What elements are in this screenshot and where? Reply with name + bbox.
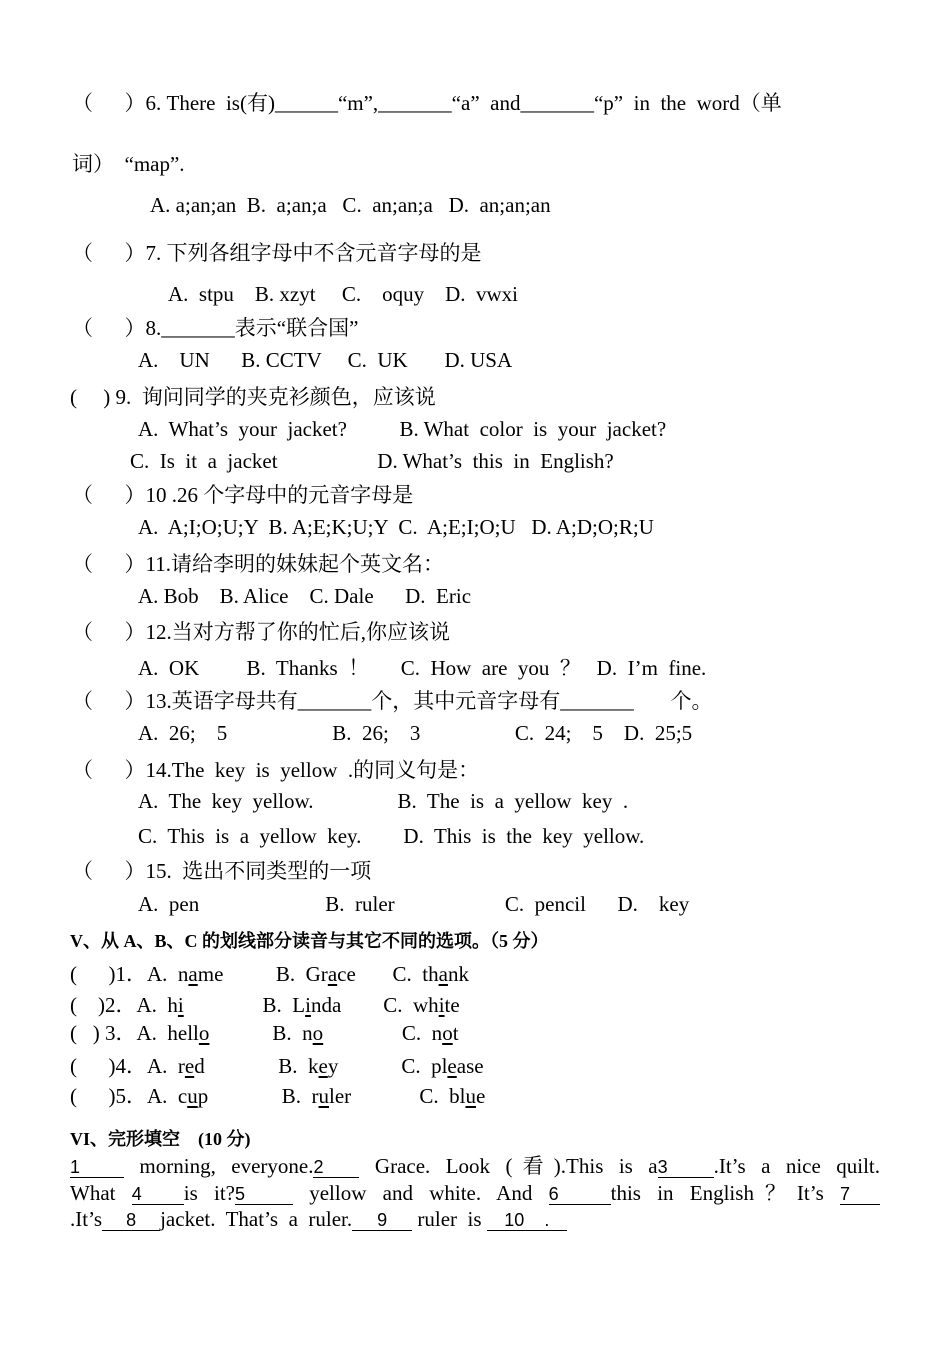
question-14-stem: （ ）14.The key is yellow .的同义句是：: [72, 758, 480, 782]
cloze-blank-5: 5: [235, 1184, 293, 1205]
question-9-options-2: C. Is it a jacket D. What’s this in English?: [130, 449, 614, 473]
question-6-line-1: （ ）6. There is(有)______“m”,_______“a” and_______“p” in the word（单: [72, 91, 782, 115]
section-5-item-4: ( )4．A. red B. key C. please: [70, 1054, 484, 1078]
cloze-blank-4: 4: [132, 1184, 184, 1205]
cloze-blank-2: 2: [313, 1157, 359, 1178]
section-5-item-5: ( )5．A. cup B. ruler C. blue: [70, 1084, 486, 1108]
question-6-options: A. a;an;an B. a;an;a C. an;an;a D. an;an;an: [150, 193, 551, 217]
question-13-options: A. 26; 5 B. 26; 3 C. 24; 5 D. 25;5: [138, 721, 693, 745]
question-14-options: A. The key yellow. B. The is a yellow key .: [138, 789, 629, 813]
question-6-line-2: 词） “map”.: [72, 152, 185, 176]
question-15-options: A. pen B. ruler C. pencil D. key: [138, 892, 690, 916]
question-7-stem: （ ）7. 下列各组字母中不含元音字母的是: [72, 241, 482, 265]
question-11-stem: （ ）11.请给李明的妹妹起个英文名：: [72, 552, 444, 576]
cloze-blank-9: 9: [352, 1210, 412, 1231]
question-10-options: A. A;I;O;U;Y B. A;E;K;U;Y C. A;E;I;O;U D. A;D;O;R;U: [138, 515, 654, 539]
question-9-options: A. What’s your jacket? B. What color is your jacket?: [138, 417, 667, 441]
question-14-options-2: C. This is a yellow key. D. This is the key yellow.: [138, 824, 645, 848]
cloze-line-1: 1 morning, everyone.2 Grace. Look (看).This is a3 .It’s a nice quilt.: [70, 1154, 880, 1178]
cloze-blank-10: 10 .: [487, 1210, 567, 1231]
question-15-stem: （ ）15. 选出不同类型的一项: [72, 859, 372, 883]
cloze-blank-1: 1: [70, 1157, 124, 1178]
question-11-options: A. Bob B. Alice C. Dale D. Eric: [138, 584, 472, 608]
section-5-item-1: ( )1．A. name B. Grace C. thank: [70, 962, 469, 986]
cloze-line-3: .It’s 8 jacket. That’s a ruler. 9 ruler is 10 .: [70, 1206, 567, 1232]
question-12-stem: （ ）12.当对方帮了你的忙后,你应该说: [72, 620, 450, 644]
section-5-title: V、从 A、B、C 的划线部分读音与其它不同的选项。（5 分）: [70, 931, 549, 951]
cloze-blank-7: 7: [840, 1184, 880, 1205]
question-7-options: A. stpu B. xzyt C. oquy D. vwxi: [168, 282, 519, 306]
question-8-options: A. UN B. CCTV C. UK D. USA: [138, 348, 513, 372]
cloze-line-2: What 4 is it?5 yellow and white. And 6 this in English？It’s 7: [70, 1180, 880, 1206]
question-13-stem: （ ）13.英语字母共有_______个，其中元音字母有_______ 个。: [72, 689, 713, 713]
cloze-blank-6: 6: [549, 1184, 611, 1205]
question-9-stem: ( ) 9. 询问同学的夹克衫颜色，应该说: [70, 385, 436, 409]
question-10-stem: （ ）10 .26 个字母中的元音字母是: [72, 483, 414, 507]
section-6-title: VI、完形填空 (10 分): [70, 1129, 251, 1149]
question-12-options: A. OK B. Thanks ！ C. How are you ？ D. I’m fine.: [138, 656, 707, 680]
cloze-blank-8: 8: [102, 1210, 160, 1231]
cloze-blank-3: 3: [658, 1157, 714, 1178]
question-8-stem: （ ）8._______表示“联合国”: [72, 316, 359, 340]
section-5-item-3: ( ) 3．A. hello B. no C. not: [70, 1021, 459, 1045]
section-5-item-2: ( )2．A. hi B. Linda C. white: [70, 993, 460, 1017]
